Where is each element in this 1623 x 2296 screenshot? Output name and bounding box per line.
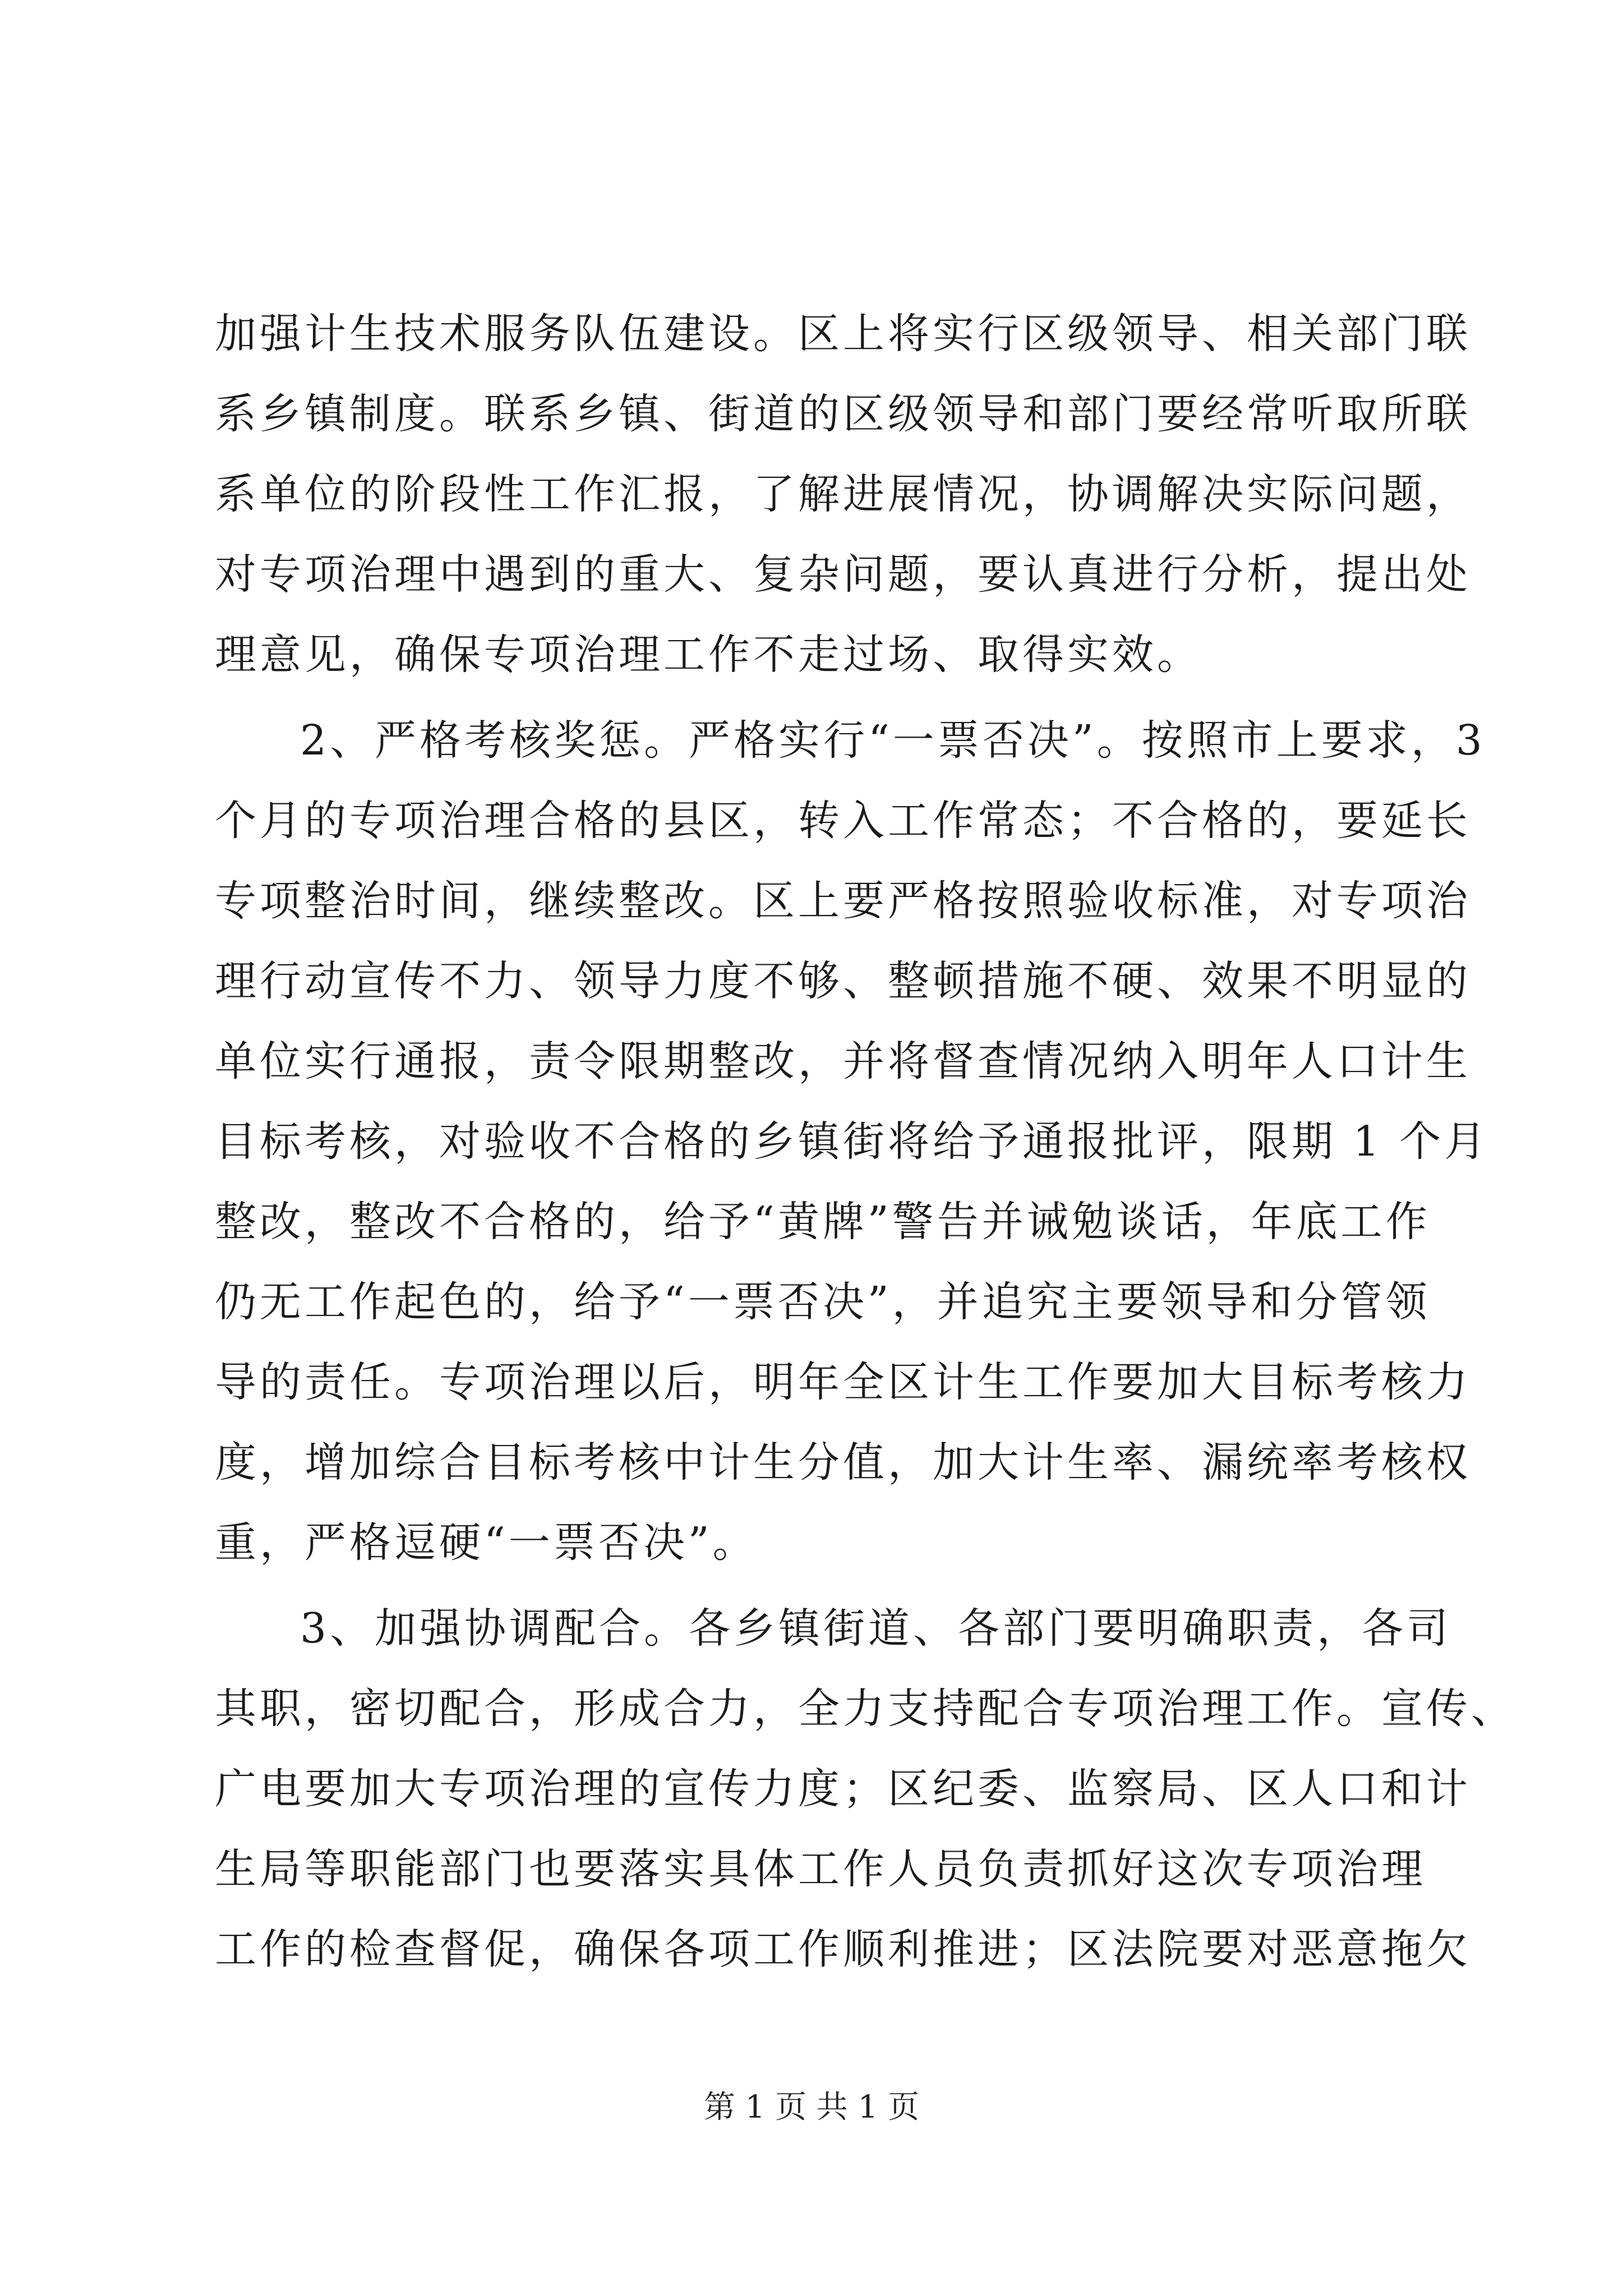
body-text-line: 工作的检查督促，确保各项工作顺利推进；区法院要对恶意拖欠 (215, 1925, 1471, 1973)
body-text-line: 广电要加大专项治理的宣传力度；区纪委、监察局、区人口和计 (215, 1765, 1471, 1813)
paragraph-first-line: 3、加强协调配合。各乡镇街道、各部门要明确职责，各司 (300, 1604, 1452, 1653)
body-text-line: 度，增加综合目标考核中计生分值，加大计生率、漏统率考核权 (215, 1438, 1471, 1487)
body-text-line: 生局等职能部门也要落实具体工作人员负责抓好这次专项治理 (215, 1845, 1426, 1893)
body-text-line: 加强计生技术服务队伍建设。区上将实行区级领导、相关部门联 (215, 310, 1471, 358)
body-text-line: 系单位的阶段性工作汇报，了解进展情况，协调解决实际问题， (215, 470, 1471, 518)
body-text-line: 其职，密切配合，形成合力，全力支持配合专项治理工作。宣传、 (215, 1685, 1516, 1733)
body-text-line: 系乡镇制度。联系乡镇、街道的区级领导和部门要经常听取所联 (215, 390, 1471, 438)
page-number-footer: 第 1 页 共 1 页 (703, 2089, 920, 2125)
body-text-line: 个月的专项治理合格的县区，转入工作常态；不合格的，要延长 (215, 797, 1471, 845)
paragraph-first-line: 2、严格考核奖惩。严格实行“一票否决”。按照市上要求，3 (300, 716, 1486, 765)
body-text-line: 仍无工作起色的，给予“一票否决”，并追究主要领导和分管领 (215, 1278, 1431, 1326)
body-text-line: 理意见，确保专项治理工作不走过场、取得实效。 (215, 631, 1202, 679)
body-text-line: 专项整治时间，继续整改。区上要严格按照验收标准，对专项治 (215, 877, 1471, 925)
body-text-line: 重，严格逗硬“一票否决”。 (215, 1519, 758, 1567)
body-text-line: 整改，整改不合格的，给予“黄牌”警告并诫勉谈话，年底工作 (215, 1198, 1431, 1246)
body-text-line: 对专项治理中遇到的重大、复杂问题，要认真进行分析，提出处 (215, 550, 1471, 599)
body-text-line: 理行动宣传不力、领导力度不够、整顿措施不硬、效果不明显的 (215, 957, 1471, 1005)
body-text-line: 导的责任。专项治理以后，明年全区计生工作要加大目标考核力 (215, 1358, 1471, 1406)
body-text-line: 目标考核，对验收不合格的乡镇街将给予通报批评，限期 1 个月 (215, 1117, 1490, 1166)
body-text-line: 单位实行通报，责令限期整改，并将督查情况纳入明年人口计生 (215, 1037, 1471, 1085)
